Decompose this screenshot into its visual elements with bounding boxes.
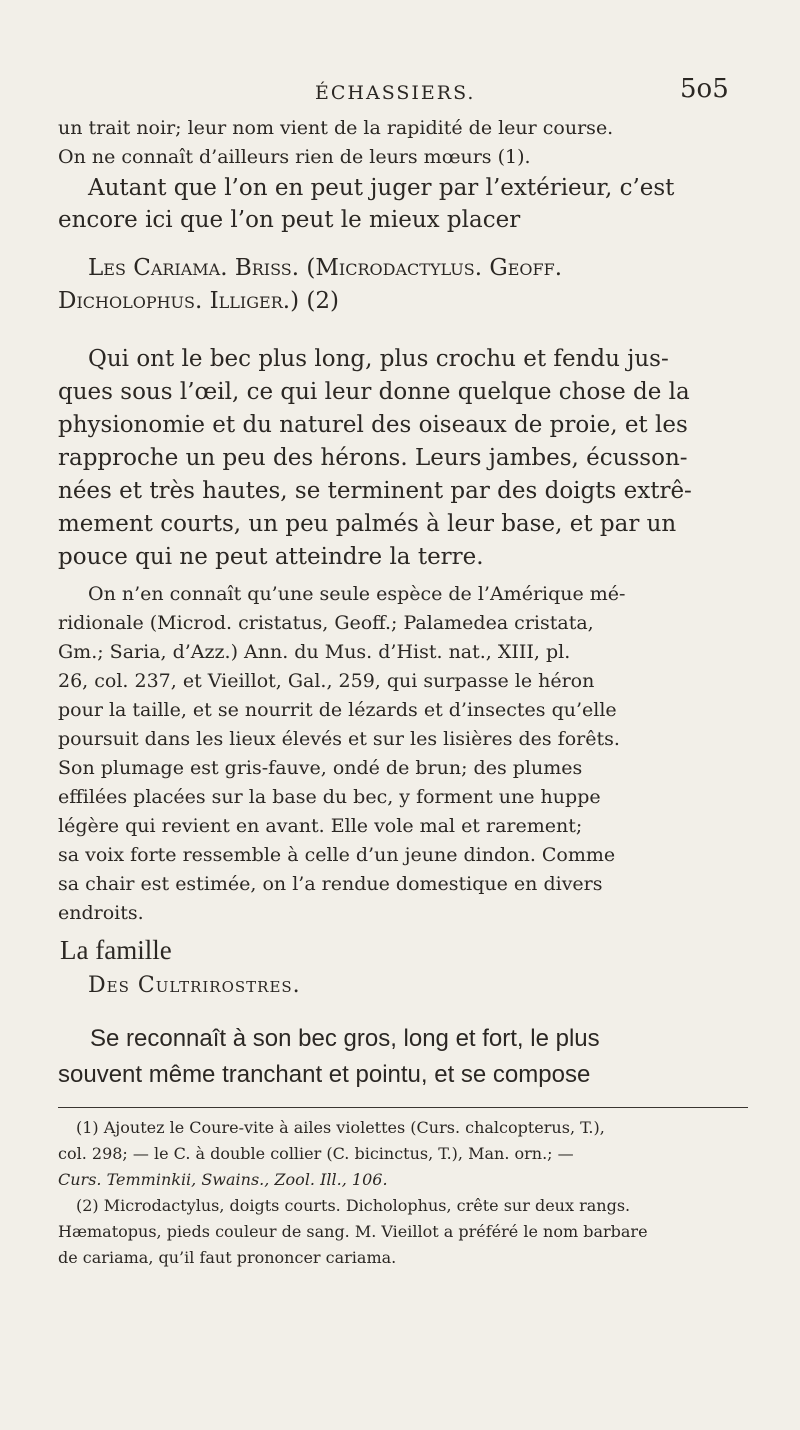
footnote-rule <box>58 1107 748 1108</box>
para3-line-4: 26, col. 237, et Vieillot, Gal., 259, qui surpasse le héron <box>58 670 595 692</box>
footnote-line-3: Curs. Temminkii, Swains., Zool. Ill., 106. <box>58 1170 388 1189</box>
para2-line-4: rapproche un peu des hérons. Leurs jambes, écusson- <box>58 445 688 471</box>
para2-line-7: pouce qui ne peut atteindre la terre. <box>58 544 484 570</box>
para3-line-10: sa voix forte ressemble à celle d’un jeune dindon. Comme <box>58 844 616 866</box>
para3-line-12: endroits. <box>58 902 144 924</box>
intro-line-1: un trait noir; leur nom vient de la rapidité de leur course. <box>58 117 614 139</box>
para4-line-2: souvent même tranchant et pointu, et se compose <box>58 1061 591 1088</box>
para1-line-1: Autant que l’on en peut juger par l’extérieur, c’est <box>88 175 675 201</box>
intro-line-2: On ne connaît d’ailleurs rien de leurs mœurs (1). <box>58 146 531 168</box>
para3-line-11: sa chair est estimée, on l’a rendue domestique en divers <box>58 873 603 895</box>
para3-line-1: On n’en connaît qu’une seule espèce de l’Amérique mé- <box>88 583 626 605</box>
para3-line-9: légère qui revient en avant. Elle vole mal et rarement; <box>58 815 583 837</box>
genus-heading-line-1: Les Cariama. Briss. (Microdactylus. Geoff. <box>88 255 563 281</box>
para3-line-5: pour la taille, et se nourrit de lézards et d’insectes qu’elle <box>58 699 617 721</box>
para2-line-6: mement courts, un peu palmés à leur base, et par un <box>58 511 677 537</box>
para2-line-3: physionomie et du naturel des oiseaux de proie, et les <box>58 412 688 438</box>
para4-line-1: Se reconnaît à son bec gros, long et fort, le plus <box>90 1025 600 1052</box>
footnote-line-5: Hæmatopus, pieds couleur de sang. M. Vieillot a préféré le nom barbare <box>58 1222 648 1241</box>
running-title: ÉCHASSIERS. <box>315 82 476 104</box>
footnote-line-6: de cariama, qu’il faut prononcer cariamа. <box>58 1248 397 1267</box>
para2-line-2: ques sous l’œil, ce qui leur donne quelque chose de la <box>58 379 690 405</box>
page-number: 5o5 <box>680 74 729 104</box>
running-head <box>0 74 800 114</box>
footnote-line-1: (1) Ajoutez le Coure-vite à ailes violettes (Curs. chalcopterus, T.), <box>76 1118 605 1137</box>
para2-line-5: nées et très hautes, se terminent par des doigts extrê- <box>58 478 692 504</box>
section-famille-heading: La famille <box>60 935 172 965</box>
footnote-line-4: (2) Microdactylus, doigts courts. Dicholophus, crête sur deux rangs. <box>76 1196 631 1215</box>
genus-heading-line-2: Dicholophus. Illiger.) (2) <box>58 288 339 314</box>
footnote-line-2: col. 298; — le C. à double collier (C. bicinctus, T.), Man. orn.; — <box>58 1144 574 1163</box>
para3-line-8: effilées placées sur la base du bec, y forment une huppe <box>58 786 601 808</box>
section-name-heading: Des Cultrirostres. <box>88 973 301 998</box>
para3-line-3: Gm.; Saria, d’Azz.) Ann. du Mus. d’Hist. nat., XIII, pl. <box>58 641 571 663</box>
para2-line-1: Qui ont le bec plus long, plus crochu et fendu jus- <box>88 346 669 372</box>
para1-line-2: encore ici que l’on peut le mieux placer <box>58 207 521 233</box>
para3-line-6: poursuit dans les lieux élevés et sur les lisières des forêts. <box>58 728 620 750</box>
para3-line-7: Son plumage est gris-fauve, ondé de brun; des plumes <box>58 757 583 779</box>
para3-line-2: ridionale (Microd. cristatus, Geoff.; Palamedea cristata, <box>58 612 594 634</box>
